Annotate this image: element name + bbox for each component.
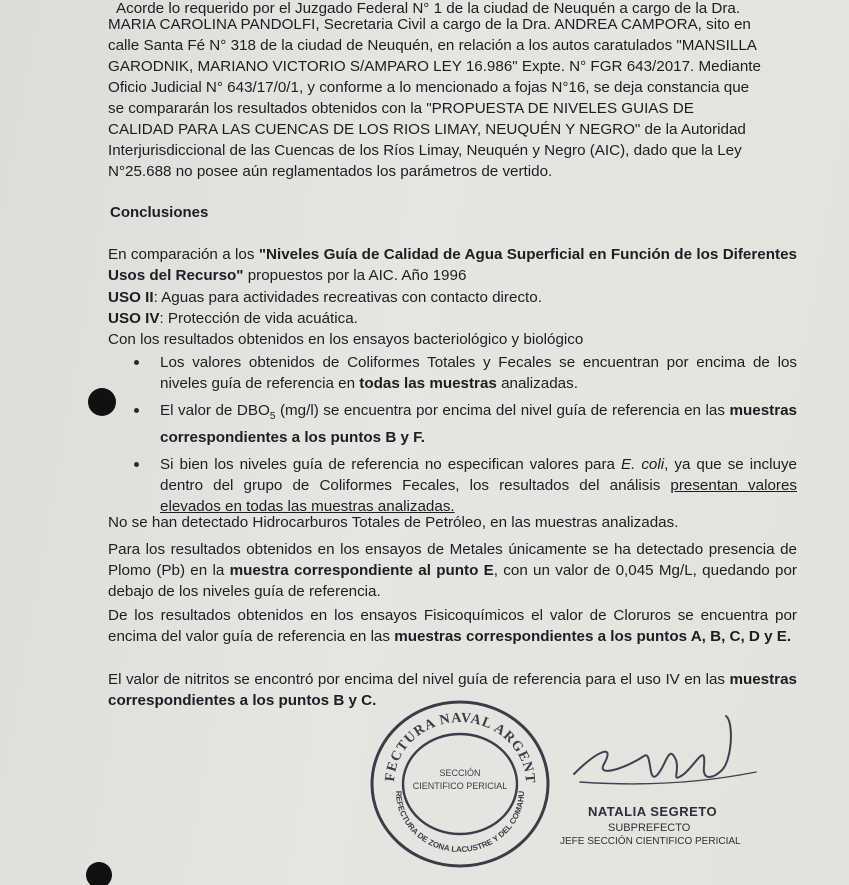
comparison-suffix: propuestos por la AIC. Año 1996 [243, 267, 467, 284]
stamp-inner-line-2: CIENTIFICO PERICIAL [412, 781, 508, 791]
comparison-prefix: En comparación a los [108, 246, 259, 263]
results-intro: Con los resultados obtenidos en los ensayos bacteriológico y biológico [108, 331, 584, 348]
bullet-3-underlined: presentan valores elevados en todas las muestras analizadas. [160, 477, 797, 516]
bullet-3-italic: E. coli [621, 456, 665, 474]
uso-ii-label: USO II [108, 289, 154, 306]
uso-iv-text: : Protección de vida acuática. [159, 310, 358, 327]
bullet-1-end: analizadas. [496, 375, 578, 392]
uso-iv-label: USO IV [108, 310, 160, 327]
punch-hole-icon [88, 388, 116, 416]
comparison-bold-title-2: Diferentes Usos del Recurso" [108, 246, 797, 284]
intro-line-1: Acorde lo requerido por el Juzgado Federal N° 1 de la ciudad de Neuquén a cargo de la Dra. [116, 0, 741, 17]
uso-iv-line [108, 308, 358, 329]
uso-ii-text: : Aguas para actividades recreativas con contacto directo. [153, 289, 542, 306]
intro-line-6: se compararán los resultados obtenidos con la "PROPUESTA DE NIVELES GUIAS DE [108, 100, 694, 117]
uso-ii-line [108, 287, 542, 308]
list-item [108, 454, 797, 517]
stamp-outer-top: FECTURA NAVAL ARGENT [382, 710, 538, 785]
bullet-1-bold: todas las muestras [359, 375, 497, 392]
stamp-inner-line-1: SECCIÓN [439, 768, 481, 778]
bullet-2-mid: (mg/l) se encuentra por encima del nivel guía de referencia en las [275, 402, 730, 419]
intro-line-7: CALIDAD PARA LAS CUENCAS DE LOS RIOS LIMAY, NEUQUÉN Y NEGRO" de la Autoridad [108, 121, 746, 138]
metals-text: Para los resultados obtenidos en los ensayos de Metales únicamente se ha detectado presencia de Plomo (Pb) en la [108, 541, 797, 579]
metals-paragraph [108, 539, 797, 602]
bullet-3-text: Si bien los niveles guía de referencia no especifican valores para [160, 456, 621, 474]
list-item [108, 400, 797, 448]
handwritten-signature-icon [556, 712, 776, 802]
intro-line-9: N°25.688 no posee aún reglamentados los parámetros de vertido. [108, 163, 553, 180]
physicochemical-paragraph [108, 605, 797, 647]
signatory-name: NATALIA SEGRETO [588, 804, 718, 819]
stamp-seal-icon [366, 692, 554, 872]
results-bullet-list [108, 352, 797, 523]
hydrocarbons-paragraph: No se han detectado Hidrocarburos Totales de Petróleo, en las muestras analizadas. [108, 514, 679, 531]
intro-line-8: Interjurisdiccional de las Cuencas de los Ríos Limay, Neuquén y Negro (AIC), dado que la Ley [108, 142, 742, 159]
metals-bold: muestra correspondiente al punto E [229, 562, 494, 579]
intro-line-3: calle Santa Fé N° 318 de la ciudad de Neuquén, en relación a los autos caratulados "MANSILLA [108, 37, 757, 54]
signature-block [556, 712, 776, 862]
intro-line-5: Oficio Judicial N° 643/17/0/1, y conforme a lo mencionado a fojas N°16, se deja constancia que [108, 79, 750, 96]
list-item [108, 352, 797, 394]
metals-end: , con un valor de 0,045 Mg/L, quedando por debajo de los niveles guía de referencia. [108, 562, 797, 600]
punch-hole-icon [86, 862, 112, 885]
stamp-outer-bottom: REFECTURA DE ZONA LACUSTRE Y DEL COMAHU [393, 790, 527, 855]
bullet-3-mid: , ya que se incluye dentro del grupo de Coliformes Fecales, los resultados del análisis [160, 456, 798, 495]
signatory-position: JEFE SECCIÓN CIENTIFICO PERICIAL [560, 836, 741, 847]
intro-line-4: GARODNIK, MARIANO VICTORIO S/AMPARO LEY 16.986" Expte. N° FGR 643/2017. Mediante [108, 58, 761, 75]
official-stamp [366, 692, 554, 872]
nitrites-text: El valor de nitritos se encontró por encima del nivel guía de referencia para el uso IV en las [108, 671, 730, 688]
physchem-text: De los resultados obtenidos en los ensayos Fisicoquímicos el valor de Cloruros se encuentra por encima del valor guía de referencia en las [108, 607, 797, 645]
bullet-2-bold: muestras correspondientes a los puntos B y F. [160, 402, 798, 447]
physchem-bold: muestras correspondientes a los puntos A, B, C, D y E. [394, 628, 792, 645]
bullet-2-text: El valor de DBO [160, 402, 270, 419]
comparison-bold-title-1: "Niveles Guía de Calidad de Agua Superficial en Función de los [258, 246, 719, 263]
bullet-1-text: Los valores obtenidos de Coliformes Totales y Fecales se encuentran por encima de los niveles guía de referencia en [160, 354, 797, 392]
nitrites-bold: muestras correspondientes a los puntos B y C. [108, 671, 797, 709]
signatory-rank: SUBPREFECTO [608, 822, 691, 834]
comparison-paragraph [108, 244, 797, 286]
bullet-2-subscript: 5 [269, 411, 276, 423]
intro-line-2: MARIA CAROLINA PANDOLFI, Secretaria Civil a cargo de la Dra. ANDREA CAMPORA, sito en [108, 16, 751, 33]
conclusions-heading: Conclusiones [110, 204, 209, 221]
